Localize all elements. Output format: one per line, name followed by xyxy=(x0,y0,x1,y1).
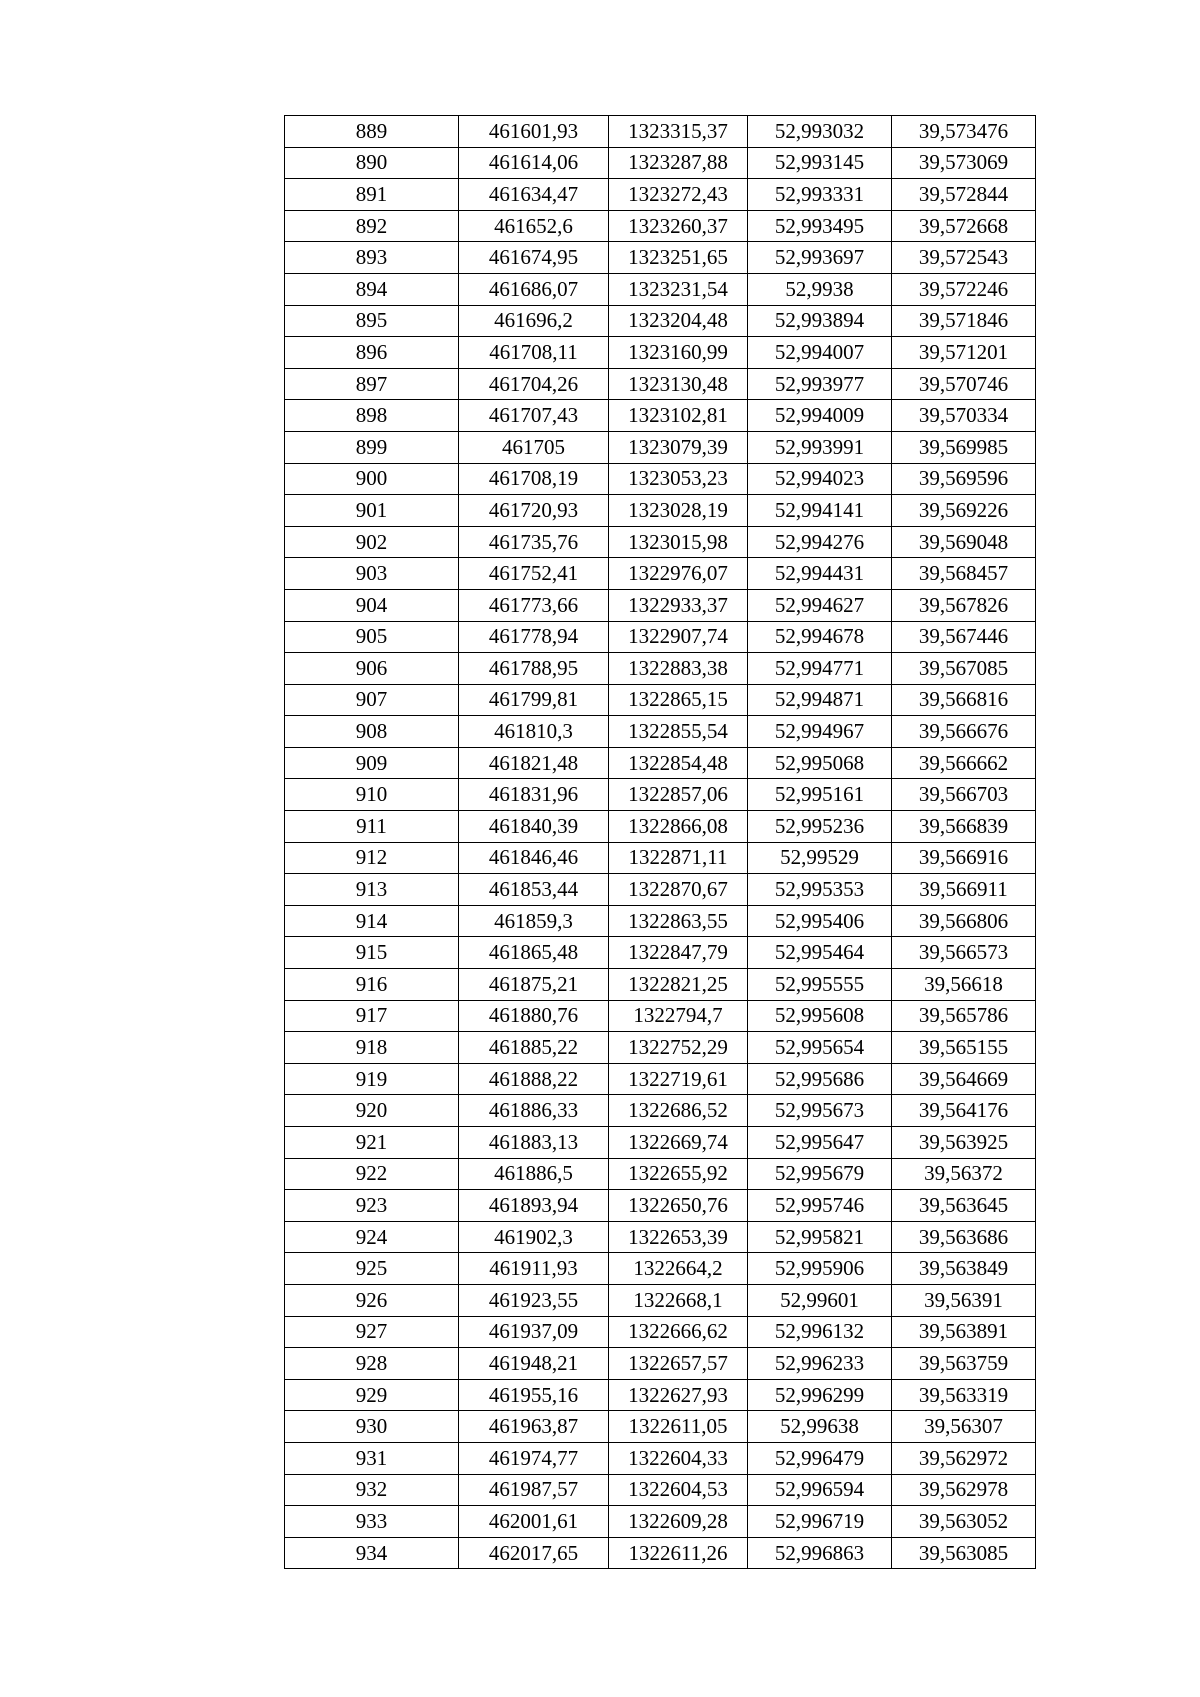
table-row xyxy=(285,779,1036,811)
table-row xyxy=(285,684,1036,716)
longitude-cell: 39,565155 xyxy=(892,1032,1036,1064)
latitude-cell: 52,993977 xyxy=(748,368,892,400)
longitude-cell: 39,568457 xyxy=(892,558,1036,590)
point-number-cell: 917 xyxy=(285,1000,459,1032)
longitude-cell: 39,569048 xyxy=(892,526,1036,558)
longitude-cell: 39,563319 xyxy=(892,1379,1036,1411)
x-coordinate-cell: 461652,6 xyxy=(459,210,609,242)
latitude-cell: 52,995353 xyxy=(748,874,892,906)
longitude-cell: 39,570334 xyxy=(892,400,1036,432)
x-coordinate-cell: 461674,95 xyxy=(459,242,609,274)
latitude-cell: 52,994678 xyxy=(748,621,892,653)
point-number-cell: 903 xyxy=(285,558,459,590)
point-number-cell: 924 xyxy=(285,1221,459,1253)
latitude-cell: 52,994627 xyxy=(748,589,892,621)
longitude-cell: 39,569226 xyxy=(892,495,1036,527)
point-number-cell: 894 xyxy=(285,273,459,305)
point-number-cell: 932 xyxy=(285,1474,459,1506)
latitude-cell: 52,9938 xyxy=(748,273,892,305)
longitude-cell: 39,563052 xyxy=(892,1506,1036,1538)
point-number-cell: 906 xyxy=(285,653,459,685)
x-coordinate-cell: 462017,65 xyxy=(459,1537,609,1569)
point-number-cell: 912 xyxy=(285,842,459,874)
latitude-cell: 52,99529 xyxy=(748,842,892,874)
x-coordinate-cell: 461893,94 xyxy=(459,1190,609,1222)
longitude-cell: 39,563759 xyxy=(892,1348,1036,1380)
point-number-cell: 904 xyxy=(285,589,459,621)
x-coordinate-cell: 461707,43 xyxy=(459,400,609,432)
x-coordinate-cell: 461601,93 xyxy=(459,116,609,148)
y-coordinate-cell: 1322657,57 xyxy=(609,1348,748,1380)
y-coordinate-cell: 1322719,61 xyxy=(609,1063,748,1095)
longitude-cell: 39,566662 xyxy=(892,747,1036,779)
table-row xyxy=(285,716,1036,748)
table-row xyxy=(285,653,1036,685)
latitude-cell: 52,994871 xyxy=(748,684,892,716)
y-coordinate-cell: 1322653,39 xyxy=(609,1221,748,1253)
x-coordinate-cell: 461853,44 xyxy=(459,874,609,906)
latitude-cell: 52,995161 xyxy=(748,779,892,811)
point-number-cell: 890 xyxy=(285,147,459,179)
y-coordinate-cell: 1322686,52 xyxy=(609,1095,748,1127)
longitude-cell: 39,572844 xyxy=(892,179,1036,211)
latitude-cell: 52,993495 xyxy=(748,210,892,242)
x-coordinate-cell: 461888,22 xyxy=(459,1063,609,1095)
longitude-cell: 39,565786 xyxy=(892,1000,1036,1032)
y-coordinate-cell: 1323231,54 xyxy=(609,273,748,305)
y-coordinate-cell: 1322865,15 xyxy=(609,684,748,716)
y-coordinate-cell: 1322611,26 xyxy=(609,1537,748,1569)
table-row xyxy=(285,905,1036,937)
x-coordinate-cell: 461788,95 xyxy=(459,653,609,685)
table-row xyxy=(285,747,1036,779)
x-coordinate-cell: 461846,46 xyxy=(459,842,609,874)
point-number-cell: 933 xyxy=(285,1506,459,1538)
longitude-cell: 39,563891 xyxy=(892,1316,1036,1348)
table-row xyxy=(285,874,1036,906)
y-coordinate-cell: 1322871,11 xyxy=(609,842,748,874)
point-number-cell: 895 xyxy=(285,305,459,337)
table-row xyxy=(285,1348,1036,1380)
x-coordinate-cell: 461937,09 xyxy=(459,1316,609,1348)
point-number-cell: 930 xyxy=(285,1411,459,1443)
point-number-cell: 892 xyxy=(285,210,459,242)
table-row xyxy=(285,1379,1036,1411)
latitude-cell: 52,995406 xyxy=(748,905,892,937)
longitude-cell: 39,56372 xyxy=(892,1158,1036,1190)
point-number-cell: 902 xyxy=(285,526,459,558)
table-row xyxy=(285,1158,1036,1190)
point-number-cell: 916 xyxy=(285,969,459,1001)
longitude-cell: 39,563925 xyxy=(892,1127,1036,1159)
longitude-cell: 39,566911 xyxy=(892,874,1036,906)
y-coordinate-cell: 1322604,53 xyxy=(609,1474,748,1506)
y-coordinate-cell: 1322866,08 xyxy=(609,811,748,843)
table-row xyxy=(285,1506,1036,1538)
x-coordinate-cell: 461799,81 xyxy=(459,684,609,716)
point-number-cell: 898 xyxy=(285,400,459,432)
table-row xyxy=(285,1253,1036,1285)
latitude-cell: 52,996479 xyxy=(748,1442,892,1474)
x-coordinate-cell: 461902,3 xyxy=(459,1221,609,1253)
y-coordinate-cell: 1322664,2 xyxy=(609,1253,748,1285)
longitude-cell: 39,571846 xyxy=(892,305,1036,337)
point-number-cell: 896 xyxy=(285,337,459,369)
latitude-cell: 52,994141 xyxy=(748,495,892,527)
latitude-cell: 52,994023 xyxy=(748,463,892,495)
table-row xyxy=(285,495,1036,527)
y-coordinate-cell: 1322821,25 xyxy=(609,969,748,1001)
longitude-cell: 39,573069 xyxy=(892,147,1036,179)
x-coordinate-cell: 461963,87 xyxy=(459,1411,609,1443)
table-row xyxy=(285,937,1036,969)
latitude-cell: 52,996299 xyxy=(748,1379,892,1411)
table-row xyxy=(285,526,1036,558)
latitude-cell: 52,995555 xyxy=(748,969,892,1001)
point-number-cell: 919 xyxy=(285,1063,459,1095)
x-coordinate-cell: 461708,19 xyxy=(459,463,609,495)
latitude-cell: 52,994967 xyxy=(748,716,892,748)
latitude-cell: 52,994276 xyxy=(748,526,892,558)
table-row xyxy=(285,589,1036,621)
table-row xyxy=(285,1032,1036,1064)
x-coordinate-cell: 461948,21 xyxy=(459,1348,609,1380)
point-number-cell: 934 xyxy=(285,1537,459,1569)
x-coordinate-cell: 462001,61 xyxy=(459,1506,609,1538)
point-number-cell: 921 xyxy=(285,1127,459,1159)
x-coordinate-cell: 461686,07 xyxy=(459,273,609,305)
latitude-cell: 52,994431 xyxy=(748,558,892,590)
y-coordinate-cell: 1323079,39 xyxy=(609,431,748,463)
longitude-cell: 39,563849 xyxy=(892,1253,1036,1285)
longitude-cell: 39,566839 xyxy=(892,811,1036,843)
latitude-cell: 52,996594 xyxy=(748,1474,892,1506)
latitude-cell: 52,995464 xyxy=(748,937,892,969)
y-coordinate-cell: 1323272,43 xyxy=(609,179,748,211)
point-number-cell: 923 xyxy=(285,1190,459,1222)
latitude-cell: 52,995608 xyxy=(748,1000,892,1032)
point-number-cell: 931 xyxy=(285,1442,459,1474)
y-coordinate-cell: 1323251,65 xyxy=(609,242,748,274)
latitude-cell: 52,995746 xyxy=(748,1190,892,1222)
x-coordinate-cell: 461735,76 xyxy=(459,526,609,558)
point-number-cell: 928 xyxy=(285,1348,459,1380)
latitude-cell: 52,993697 xyxy=(748,242,892,274)
x-coordinate-cell: 461883,13 xyxy=(459,1127,609,1159)
x-coordinate-cell: 461923,55 xyxy=(459,1284,609,1316)
table-row xyxy=(285,621,1036,653)
x-coordinate-cell: 461831,96 xyxy=(459,779,609,811)
latitude-cell: 52,99601 xyxy=(748,1284,892,1316)
x-coordinate-cell: 461720,93 xyxy=(459,495,609,527)
y-coordinate-cell: 1322855,54 xyxy=(609,716,748,748)
longitude-cell: 39,564176 xyxy=(892,1095,1036,1127)
longitude-cell: 39,564669 xyxy=(892,1063,1036,1095)
longitude-cell: 39,56618 xyxy=(892,969,1036,1001)
longitude-cell: 39,566816 xyxy=(892,684,1036,716)
table-row xyxy=(285,463,1036,495)
latitude-cell: 52,995654 xyxy=(748,1032,892,1064)
y-coordinate-cell: 1322857,06 xyxy=(609,779,748,811)
table-row xyxy=(285,558,1036,590)
x-coordinate-cell: 461810,3 xyxy=(459,716,609,748)
y-coordinate-cell: 1323053,23 xyxy=(609,463,748,495)
x-coordinate-cell: 461911,93 xyxy=(459,1253,609,1285)
x-coordinate-cell: 461886,5 xyxy=(459,1158,609,1190)
table-row xyxy=(285,242,1036,274)
y-coordinate-cell: 1322650,76 xyxy=(609,1190,748,1222)
coordinates-table xyxy=(284,115,1036,1569)
y-coordinate-cell: 1323315,37 xyxy=(609,116,748,148)
latitude-cell: 52,995679 xyxy=(748,1158,892,1190)
point-number-cell: 905 xyxy=(285,621,459,653)
point-number-cell: 893 xyxy=(285,242,459,274)
latitude-cell: 52,995686 xyxy=(748,1063,892,1095)
table-row xyxy=(285,1411,1036,1443)
x-coordinate-cell: 461974,77 xyxy=(459,1442,609,1474)
y-coordinate-cell: 1323287,88 xyxy=(609,147,748,179)
point-number-cell: 926 xyxy=(285,1284,459,1316)
latitude-cell: 52,996719 xyxy=(748,1506,892,1538)
x-coordinate-cell: 461634,47 xyxy=(459,179,609,211)
point-number-cell: 922 xyxy=(285,1158,459,1190)
table-row xyxy=(285,1474,1036,1506)
y-coordinate-cell: 1322863,55 xyxy=(609,905,748,937)
x-coordinate-cell: 461708,11 xyxy=(459,337,609,369)
table-row xyxy=(285,116,1036,148)
latitude-cell: 52,996863 xyxy=(748,1537,892,1569)
table-row xyxy=(285,337,1036,369)
x-coordinate-cell: 461955,16 xyxy=(459,1379,609,1411)
longitude-cell: 39,562972 xyxy=(892,1442,1036,1474)
longitude-cell: 39,570746 xyxy=(892,368,1036,400)
point-number-cell: 910 xyxy=(285,779,459,811)
table-row xyxy=(285,1190,1036,1222)
table-row xyxy=(285,969,1036,1001)
x-coordinate-cell: 461875,21 xyxy=(459,969,609,1001)
table-row xyxy=(285,1221,1036,1253)
longitude-cell: 39,569596 xyxy=(892,463,1036,495)
x-coordinate-cell: 461696,2 xyxy=(459,305,609,337)
point-number-cell: 915 xyxy=(285,937,459,969)
latitude-cell: 52,994771 xyxy=(748,653,892,685)
point-number-cell: 907 xyxy=(285,684,459,716)
latitude-cell: 52,993331 xyxy=(748,179,892,211)
longitude-cell: 39,567826 xyxy=(892,589,1036,621)
point-number-cell: 900 xyxy=(285,463,459,495)
longitude-cell: 39,572668 xyxy=(892,210,1036,242)
longitude-cell: 39,569985 xyxy=(892,431,1036,463)
y-coordinate-cell: 1323102,81 xyxy=(609,400,748,432)
y-coordinate-cell: 1322655,92 xyxy=(609,1158,748,1190)
point-number-cell: 889 xyxy=(285,116,459,148)
table-row xyxy=(285,273,1036,305)
x-coordinate-cell: 461865,48 xyxy=(459,937,609,969)
y-coordinate-cell: 1323130,48 xyxy=(609,368,748,400)
longitude-cell: 39,566806 xyxy=(892,905,1036,937)
longitude-cell: 39,563645 xyxy=(892,1190,1036,1222)
point-number-cell: 911 xyxy=(285,811,459,843)
longitude-cell: 39,573476 xyxy=(892,116,1036,148)
table-row xyxy=(285,811,1036,843)
x-coordinate-cell: 461885,22 xyxy=(459,1032,609,1064)
y-coordinate-cell: 1323160,99 xyxy=(609,337,748,369)
longitude-cell: 39,563686 xyxy=(892,1221,1036,1253)
x-coordinate-cell: 461886,33 xyxy=(459,1095,609,1127)
y-coordinate-cell: 1322933,37 xyxy=(609,589,748,621)
coordinates-table-body xyxy=(285,116,1036,1569)
y-coordinate-cell: 1322668,1 xyxy=(609,1284,748,1316)
y-coordinate-cell: 1322604,33 xyxy=(609,1442,748,1474)
x-coordinate-cell: 461773,66 xyxy=(459,589,609,621)
y-coordinate-cell: 1322976,07 xyxy=(609,558,748,590)
y-coordinate-cell: 1323204,48 xyxy=(609,305,748,337)
point-number-cell: 899 xyxy=(285,431,459,463)
y-coordinate-cell: 1322854,48 xyxy=(609,747,748,779)
latitude-cell: 52,995236 xyxy=(748,811,892,843)
latitude-cell: 52,993032 xyxy=(748,116,892,148)
latitude-cell: 52,994009 xyxy=(748,400,892,432)
latitude-cell: 52,993894 xyxy=(748,305,892,337)
longitude-cell: 39,566703 xyxy=(892,779,1036,811)
latitude-cell: 52,995647 xyxy=(748,1127,892,1159)
longitude-cell: 39,563085 xyxy=(892,1537,1036,1569)
x-coordinate-cell: 461987,57 xyxy=(459,1474,609,1506)
table-row xyxy=(285,1284,1036,1316)
longitude-cell: 39,566676 xyxy=(892,716,1036,748)
table-row xyxy=(285,305,1036,337)
table-row xyxy=(285,210,1036,242)
longitude-cell: 39,571201 xyxy=(892,337,1036,369)
point-number-cell: 908 xyxy=(285,716,459,748)
latitude-cell: 52,996132 xyxy=(748,1316,892,1348)
point-number-cell: 918 xyxy=(285,1032,459,1064)
x-coordinate-cell: 461752,41 xyxy=(459,558,609,590)
table-row xyxy=(285,147,1036,179)
point-number-cell: 891 xyxy=(285,179,459,211)
point-number-cell: 901 xyxy=(285,495,459,527)
latitude-cell: 52,995068 xyxy=(748,747,892,779)
table-row xyxy=(285,1095,1036,1127)
y-coordinate-cell: 1323260,37 xyxy=(609,210,748,242)
longitude-cell: 39,567446 xyxy=(892,621,1036,653)
x-coordinate-cell: 461821,48 xyxy=(459,747,609,779)
latitude-cell: 52,996233 xyxy=(748,1348,892,1380)
x-coordinate-cell: 461840,39 xyxy=(459,811,609,843)
table-row xyxy=(285,1537,1036,1569)
x-coordinate-cell: 461705 xyxy=(459,431,609,463)
point-number-cell: 897 xyxy=(285,368,459,400)
x-coordinate-cell: 461614,06 xyxy=(459,147,609,179)
longitude-cell: 39,566916 xyxy=(892,842,1036,874)
table-row xyxy=(285,431,1036,463)
x-coordinate-cell: 461778,94 xyxy=(459,621,609,653)
latitude-cell: 52,995673 xyxy=(748,1095,892,1127)
longitude-cell: 39,562978 xyxy=(892,1474,1036,1506)
table-row xyxy=(285,1127,1036,1159)
latitude-cell: 52,994007 xyxy=(748,337,892,369)
latitude-cell: 52,993991 xyxy=(748,431,892,463)
y-coordinate-cell: 1322847,79 xyxy=(609,937,748,969)
latitude-cell: 52,99638 xyxy=(748,1411,892,1443)
y-coordinate-cell: 1322870,67 xyxy=(609,874,748,906)
table-row xyxy=(285,1000,1036,1032)
x-coordinate-cell: 461880,76 xyxy=(459,1000,609,1032)
point-number-cell: 927 xyxy=(285,1316,459,1348)
longitude-cell: 39,56307 xyxy=(892,1411,1036,1443)
table-row xyxy=(285,842,1036,874)
table-row xyxy=(285,1316,1036,1348)
point-number-cell: 920 xyxy=(285,1095,459,1127)
y-coordinate-cell: 1322752,29 xyxy=(609,1032,748,1064)
x-coordinate-cell: 461859,3 xyxy=(459,905,609,937)
y-coordinate-cell: 1322611,05 xyxy=(609,1411,748,1443)
table-row xyxy=(285,368,1036,400)
y-coordinate-cell: 1322883,38 xyxy=(609,653,748,685)
y-coordinate-cell: 1323028,19 xyxy=(609,495,748,527)
y-coordinate-cell: 1322666,62 xyxy=(609,1316,748,1348)
table-row xyxy=(285,400,1036,432)
longitude-cell: 39,56391 xyxy=(892,1284,1036,1316)
point-number-cell: 925 xyxy=(285,1253,459,1285)
table-row xyxy=(285,179,1036,211)
point-number-cell: 913 xyxy=(285,874,459,906)
table-row xyxy=(285,1063,1036,1095)
y-coordinate-cell: 1323015,98 xyxy=(609,526,748,558)
point-number-cell: 909 xyxy=(285,747,459,779)
latitude-cell: 52,995906 xyxy=(748,1253,892,1285)
latitude-cell: 52,995821 xyxy=(748,1221,892,1253)
table-row xyxy=(285,1442,1036,1474)
y-coordinate-cell: 1322907,74 xyxy=(609,621,748,653)
x-coordinate-cell: 461704,26 xyxy=(459,368,609,400)
longitude-cell: 39,567085 xyxy=(892,653,1036,685)
y-coordinate-cell: 1322794,7 xyxy=(609,1000,748,1032)
longitude-cell: 39,566573 xyxy=(892,937,1036,969)
y-coordinate-cell: 1322669,74 xyxy=(609,1127,748,1159)
y-coordinate-cell: 1322627,93 xyxy=(609,1379,748,1411)
longitude-cell: 39,572543 xyxy=(892,242,1036,274)
point-number-cell: 929 xyxy=(285,1379,459,1411)
latitude-cell: 52,993145 xyxy=(748,147,892,179)
longitude-cell: 39,572246 xyxy=(892,273,1036,305)
y-coordinate-cell: 1322609,28 xyxy=(609,1506,748,1538)
point-number-cell: 914 xyxy=(285,905,459,937)
